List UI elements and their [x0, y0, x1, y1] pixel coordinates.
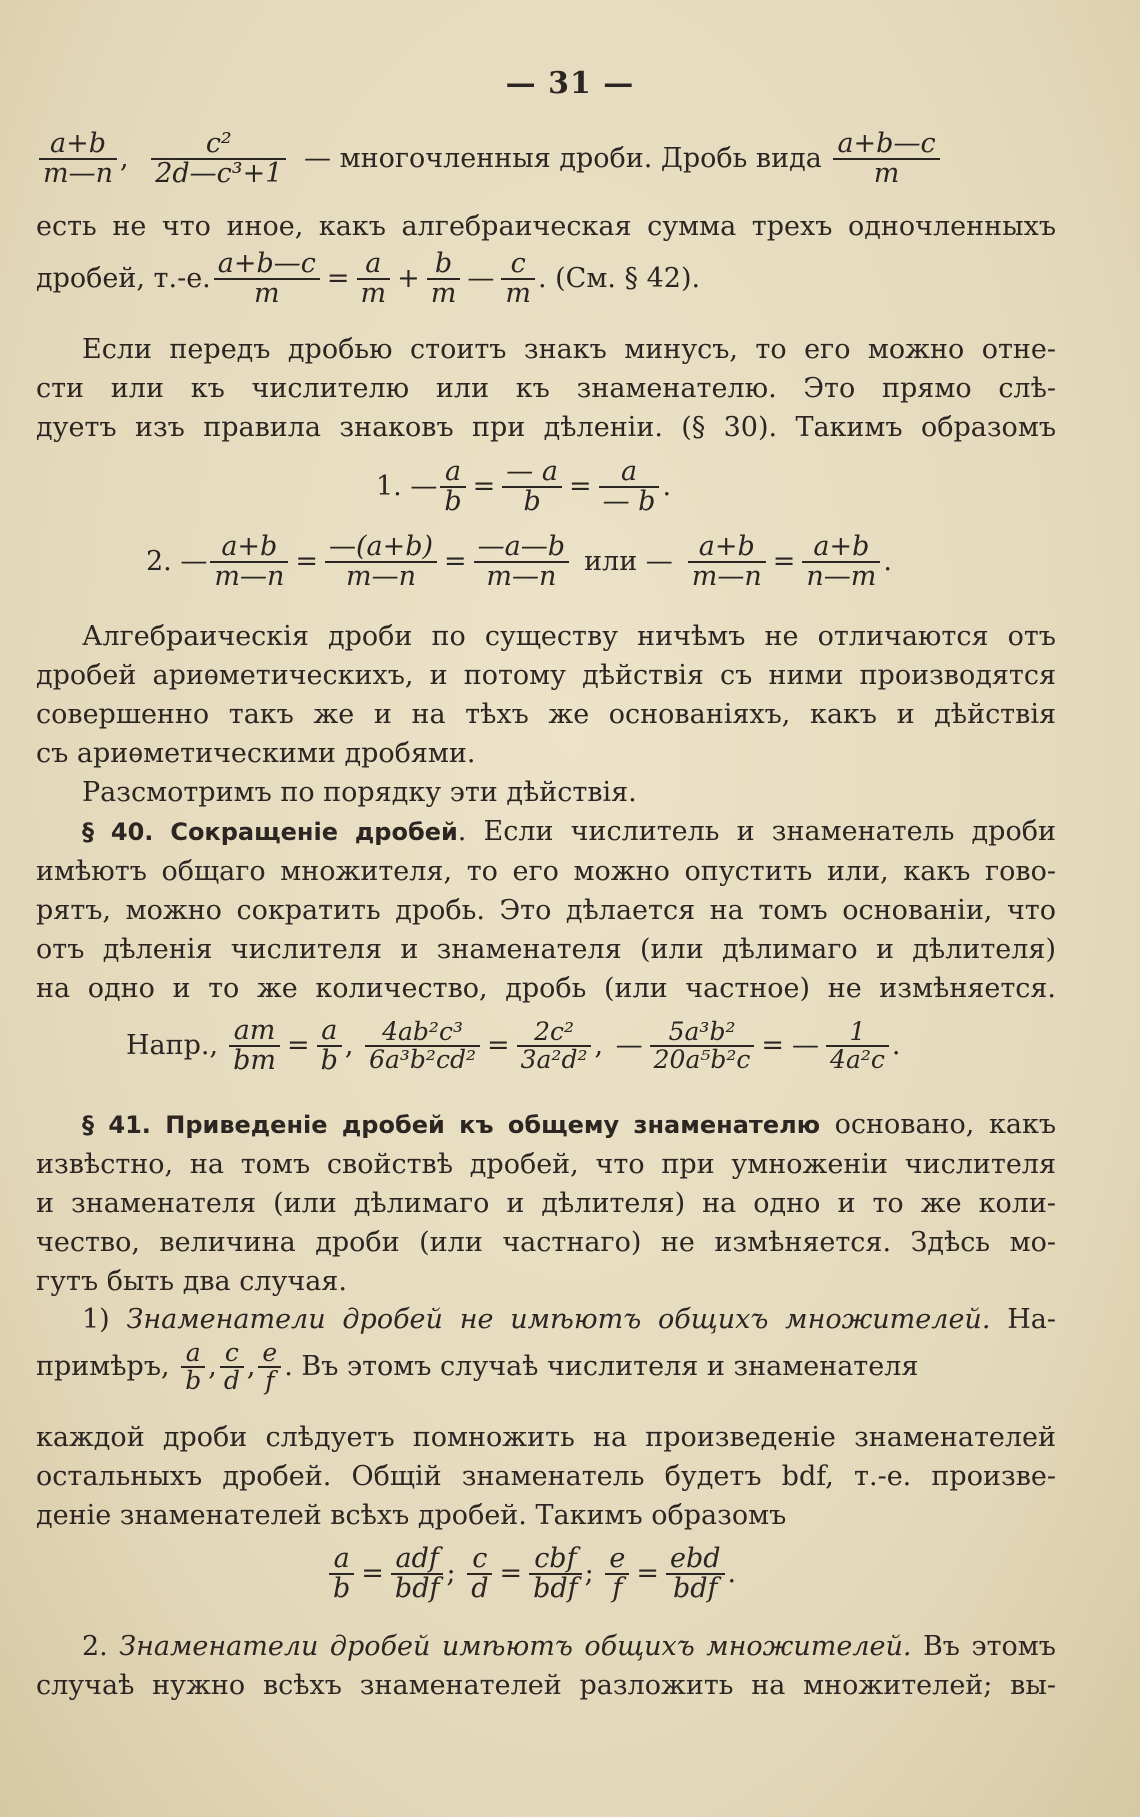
case-2: 2. Знаменатели дробей имѣютъ общихъ множителей. Въ этомъ случаѣ нужно всѣхъ знаменателей разложить на множителей; вы-: [36, 1631, 1056, 1701]
case-1-heading: 1) Знаменатели дробей не имѣютъ общихъ множителей. На-: [82, 1304, 1056, 1335]
text-line: есть не что иное, какъ алгебраическая сумма трехъ одночленныхъ: [36, 211, 1056, 242]
formula-3: $\frac{a}{b}$ = $\frac{\text{adf}}{\text{bdf}}$ ; $\frac{c}{d}$ = $\frac{\text{cbf}}{\text{bdf}}$ ; $\frac{e}{f}$ = $\frac{\text{ebd}}{\text{bdf}}$ .: [326, 1545, 736, 1604]
sum-formula-line: дробей, т.-е. $\frac{a+b—c}{m}$ = $\frac{a}{m}$ + $\frac{b}{m}$ — $\frac{c}{m}$ . (См. § 42).: [36, 248, 701, 310]
section-heading: § 40. Сокращеніе дробей: [82, 818, 458, 846]
formula-1: 1. — $\frac{a}{b}$ = $\frac{— a}{b}$ = $\frac{a}{— b}$ .: [376, 456, 672, 518]
paragraph: Если передъ дробью стоитъ знакъ минусъ, то его можно отне- сти или къ числителю или къ знаменателю. Это прямо слѣ- дуетъ изъ правила знаковъ при дѣленіи. (§ 30). Такимъ образомъ: [36, 334, 1056, 443]
section-40: § 40. Сокращеніе дробей. Если числитель и знаменатель дроби имѣютъ общаго множителя, то его можно опустить или, какъ гово- рятъ, можно сократить дробь. Это дѣлается на томъ основаніи, что отъ дѣленія числителя и знаменателя (или дѣлимаго и дѣлителя) на одно и то же количество, дробь (или частное) не измѣняется.: [36, 816, 1056, 1004]
fraction: $\frac{\text{c²}}{\text{2d—c³+1}}$: [151, 130, 286, 189]
fraction: $\frac{a+b—c}{m}$: [833, 130, 939, 189]
fraction: $\frac{a+b}{m—n}$: [39, 130, 117, 189]
section-41: § 41. Приведеніе дробей къ общему знаменателю основано, какъ извѣстно, на томъ свойствѣ дробей, что при умноженіи числителя и знаменателя (или дѣлимаго и дѣлителя) на одно и то же коли- чество, величина дроби (или частнаго) не измѣняется. Здѣсь мо- гутъ быть два случая.: [36, 1109, 1056, 1297]
text: — многочленныя дроби. Дробь вида: [304, 142, 822, 174]
paragraph: каждой дроби слѣдуетъ помножить на произведеніе знаменателей остальныхъ дробей. Общій знаменатель будетъ bdf, т.-е. произве- деніе знаменателей всѣхъ дробей. Такимъ образомъ: [36, 1422, 1056, 1531]
example-formula: Напр., $\frac{am}{bm}$ = $\frac{a}{b}$ , $\frac{\text{4ab²c³}}{\text{6a³b²cd²}}$ = $\frac{\text{2c²}}{\text{3a²d²}}$ , — $\frac{\text{5a³b²}}{\text{20a⁵b²c}}$ = — $\frac{1}{\text{4a²c}}$ .: [126, 1015, 901, 1077]
page-number: — 31 —: [505, 66, 635, 101]
formula-2: 2. — $\frac{a+b}{m—n}$ = $\frac{—(a+b)}{m—n}$ = $\frac{—a—b}{m—n}$ или — $\frac{a+b}{m—n}$ = $\frac{a+b}{n—m}$ .: [146, 531, 893, 593]
paragraph: Алгебраическія дроби по существу ничѣмъ не отличаются отъ дробей ариѳметическихъ, и потому дѣйствія съ ними производятся совершенно такъ же и на тѣхъ же основаніяхъ, какъ и дѣйствія съ ариѳметическими дробями.: [36, 621, 1056, 769]
section-heading: § 41. Приведеніе дробей къ общему знаменателю: [82, 1111, 821, 1139]
paragraph: Разсмотримъ по порядку эти дѣйствія.: [82, 777, 637, 808]
case-1-example: примѣръ, $\frac{a}{b}$ , $\frac{c}{d}$ , $\frac{e}{f}$ . Въ этомъ случаѣ числителя и знаменателя: [36, 1338, 919, 1396]
fractions-line: $\frac{a+b}{m—n}$ , $\frac{\text{c²}}{\text{2d—c³+1}}$ — многочленныя дроби. Дробь вида $\frac{a+b—c}{m}$: [36, 130, 943, 189]
